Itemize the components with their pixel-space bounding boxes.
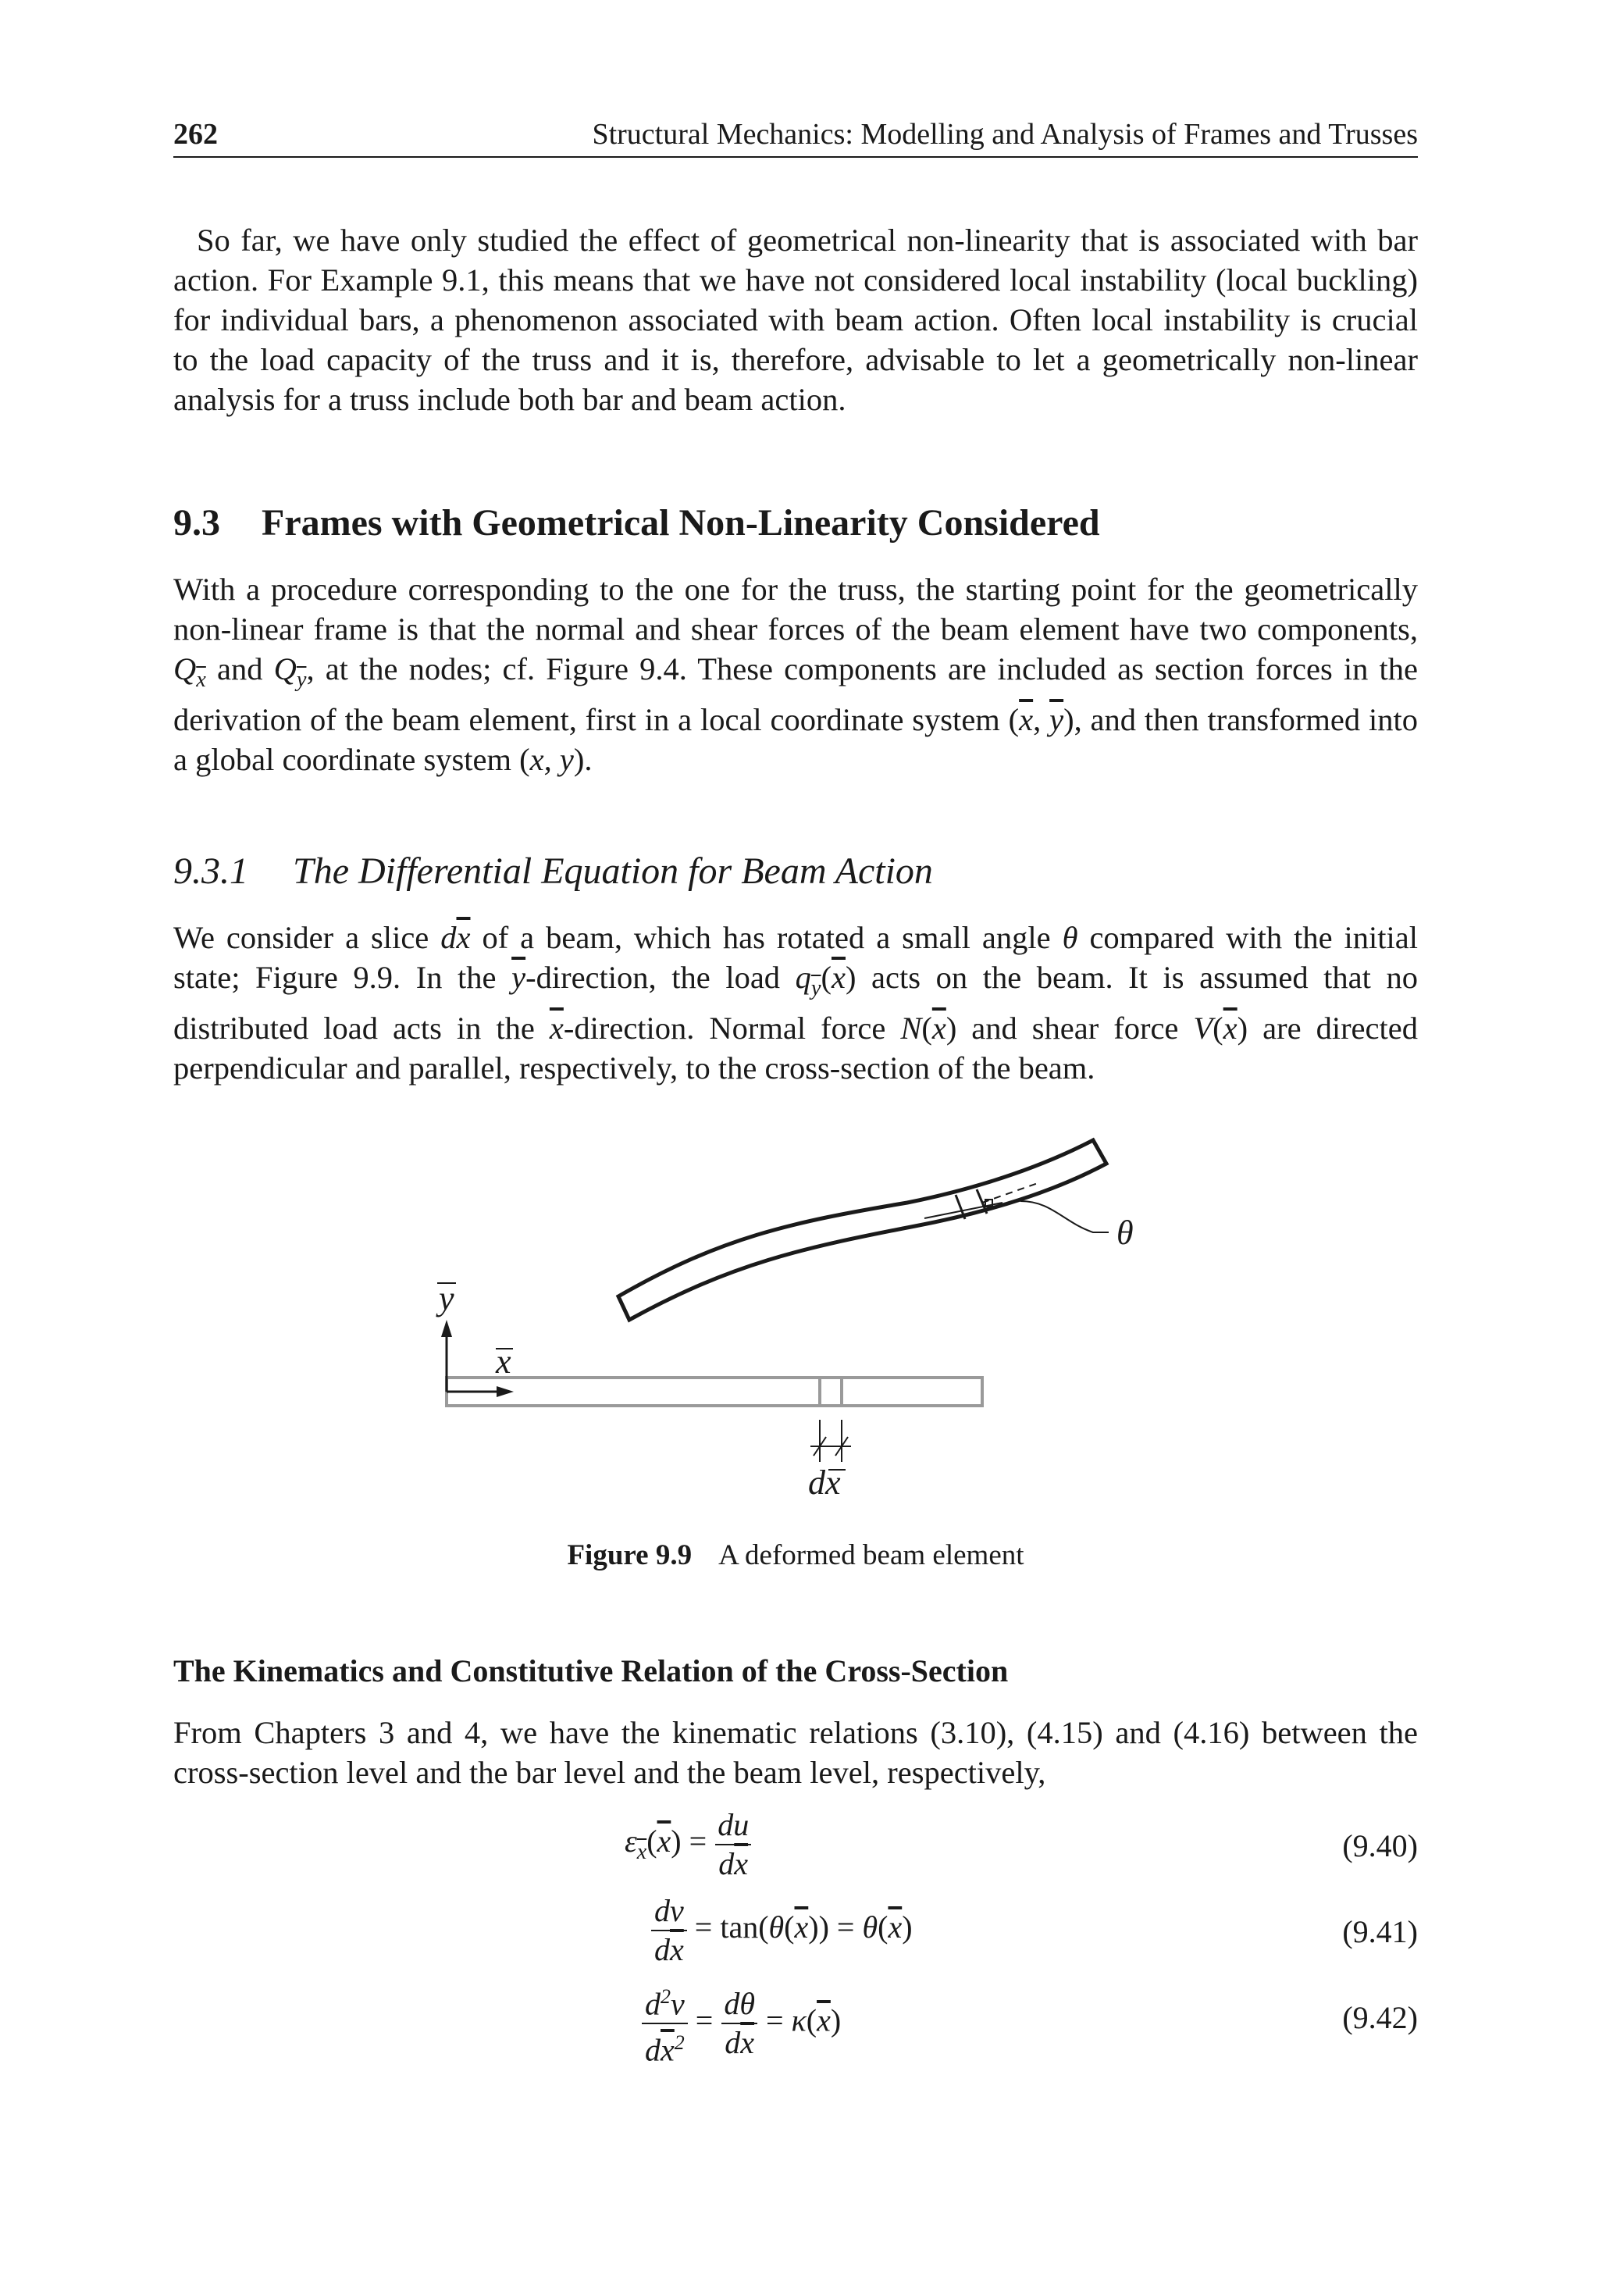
equation-9-40: $\varepsilon_{\overline{x}}(\overline{x})$ = $\frac{du}{d\overline{x}}$ (9.40)	[625, 1807, 1418, 1881]
running-title: Structural Mechanics: Modelling and Analysis of Frames and Trusses	[592, 118, 1418, 151]
equation-number-9-42: (9.42)	[1342, 2000, 1418, 2035]
figure-caption-text: A deformed beam element	[718, 1539, 1024, 1571]
deformed-beam	[618, 1140, 1106, 1320]
kinematics-paragraph: From Chapters 3 and 4, we have the kinematic relations (3.10), (4.15) and (4.16) between the cross-section level and the bar level and the beam level, respectively,	[173, 1715, 1418, 1790]
dx-label: dx	[808, 1464, 841, 1502]
intro-paragraph: So far, we have only studied the effect of geometrical non-linearity that is associated with bar action. For Example 9.1, this means that we have not considered local instability (local buckling) for individual bars, a phenomenon associated with beam action. Often local instability is crucial to the load capacity of the truss and it is, therefore, advisable to let a geometrically non-linear analysis for a truss include both bar and beam action.	[173, 223, 1418, 417]
section-title: Frames with Geometrical Non-Linearity Considered	[262, 502, 1100, 544]
x-axis-arrowhead	[497, 1386, 514, 1397]
equation-9-42: $\frac{d^2v}{d\overline{x}^2}$ = $\frac{d\theta}{d\overline{x}}$ = $\kappa(\overline{x})$ (9.42)	[173, 1980, 1418, 2059]
kinematics-heading: The Kinematics and Constitutive Relation of the Cross-Section	[173, 1653, 1009, 1688]
subsection-title: The Differential Equation for Beam Action	[293, 850, 933, 892]
y-axis-arrowhead	[441, 1320, 452, 1337]
equation-9-41: $\frac{dv}{d\overline{x}}$ = $\tan(\theta(\overline{x})) = \theta(\overline{x})$ (9.41)	[173, 1895, 1418, 1973]
subsection-paragraph: We consider a slice $d\overline{x}$ of a beam, which has rotated a small angle θ compared with the initial state; Figure 9.9. In the $\overline{y}$-direction, the load $q_{\overline{y}}(\overline{x})$ acts on the beam. It is assumed that no distributed load acts in the $\overline{x}$-direction. Normal force $N(\overline{x})$ and shear force $V(\overline{x})$ are directed perpendicular and parallel, respectively, to the cross-section of the beam.	[173, 920, 1419, 1086]
equation-number-9-40: (9.40)	[1342, 1828, 1418, 1863]
figure-caption-label: Figure 9.9	[567, 1539, 693, 1571]
figure-caption	[173, 1538, 1418, 1572]
section-paragraph: With a procedure corresponding to the one for the truss, the starting point for the geometrically non-linear frame is that the normal and shear forces of the beam element have two components, $Q_{\overline{x}}$ and $Q_{\overline{y}}$, at the nodes; cf. Figure 9.4. These components are included as section forces in the derivation of the beam element, first in a local coordinate system ($\overline{x}$, $\overline{y}$), and then transformed into a global coordinate system (x, y).	[173, 572, 1419, 778]
undeformed-beam	[447, 1378, 982, 1406]
theta-label: θ	[1116, 1214, 1134, 1252]
theta-leader-line	[1020, 1201, 1109, 1232]
y-axis-label: y	[439, 1279, 454, 1317]
equation-number-9-41: (9.41)	[1342, 1914, 1418, 1949]
subsection-number: 9.3.1	[173, 850, 248, 892]
page-number: 262	[173, 118, 218, 151]
page	[173, 0, 1418, 2296]
x-axis-label: x	[496, 1342, 511, 1381]
section-number: 9.3	[173, 502, 220, 544]
